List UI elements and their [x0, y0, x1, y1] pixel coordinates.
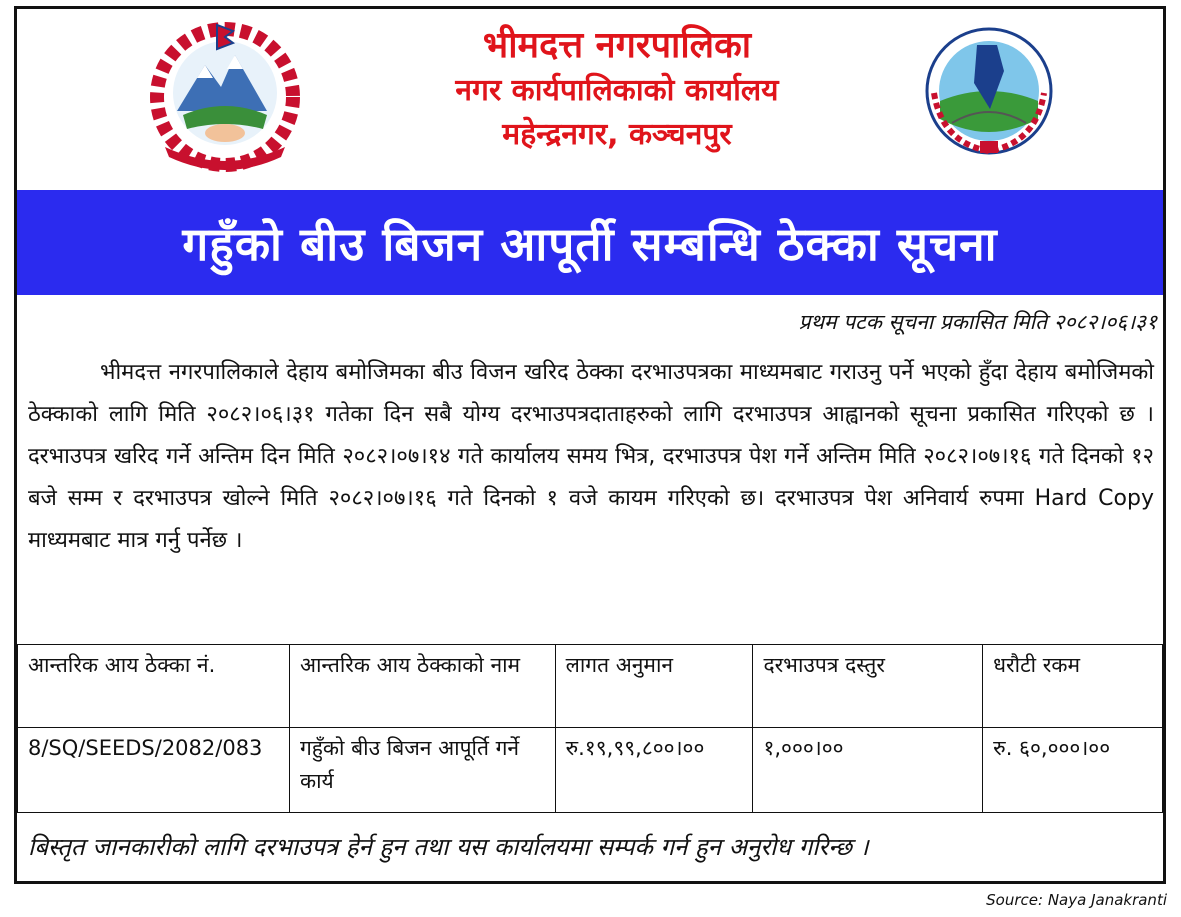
tender-table	[17, 644, 1163, 813]
title-banner	[17, 190, 1163, 295]
source-credit: Source: Naya Janakranti	[986, 891, 1167, 909]
municipality-logo-icon	[922, 23, 1057, 163]
cell-cost-estimate: रु.१९,९९,८००।००	[555, 728, 753, 813]
cell-contract-name: गहुँको बीउ बिजन आपूर्ति गर्ने कार्य	[289, 728, 555, 813]
header	[17, 9, 1163, 189]
published-date: प्रथम पटक सूचना प्रकासित मिति २०८२।०६।३१	[798, 310, 1157, 334]
footer-note: बिस्तृत जानकारीको लागि दरभाउपत्र हेर्न हुन तथा यस कार्यालयमा सम्पर्क गर्न हुन अनुरोध गरिन्छ ।	[28, 833, 869, 861]
cell-bid-fee: १,०००।००	[753, 728, 983, 813]
column-header-bid-fee: दरभाउपत्र दस्तुर	[753, 645, 983, 728]
column-header-contract-name: आन्तरिक आय ठेक्काको नाम	[289, 645, 555, 728]
table-row	[18, 728, 1163, 813]
nepal-emblem-icon	[135, 15, 315, 175]
column-header-contract-no: आन्तरिक आय ठेक्का नं.	[18, 645, 290, 728]
notice-body: भीमदत्त नगरपालिकाले देहाय बमोजिमका बीउ विजन खरिद ठेक्का दरभाउपत्रका माध्यमबाट गराउनु पर्ने भएको हुँदा देहाय बमोजिमको ठेक्काको लागि मिति २०८२।०६।३१ गतेका दिन सबै योग्य दरभाउपत्रदाताहरुको लागि दरभाउपत्र आह्वानको सूचना प्रकासित गरिएको छ । दरभाउपत्र खरिद गर्ने अन्तिम दिन मिति २०८२।०७।१४ गते कार्यालय समय भित्र, दरभाउपत्र पेश गर्ने अन्तिम मिति २०८२।०७।१६ गते दिनको १२ बजे सम्म र दरभाउपत्र खोल्ने मिति २०८२।०७।१६ गते दिनको १ वजे कायम गरिएको छ। दरभाउपत्र पेश अनिवार्य रुपमा Hard Copy माध्यमबाट मात्र गर्नु पर्नेछ ।	[28, 360, 1154, 553]
office-address: महेन्द्रनगर, कञ्चनपुर	[502, 117, 732, 152]
office-heading	[337, 23, 897, 157]
column-header-cost-estimate: लागत अनुमान	[555, 645, 753, 728]
table-header-row	[18, 645, 1163, 728]
cell-contract-no: 8/SQ/SEEDS/2082/083	[18, 728, 290, 813]
column-header-deposit: धरौटी रकम	[983, 645, 1163, 728]
municipality-name: भीमदत्त नगरपालिका	[482, 25, 752, 66]
notice-title: गहुँको बीउ बिजन आपूर्ती सम्बन्धि ठेक्का सूचना	[182, 216, 998, 271]
office-name: नगर कार्यपालिकाको कार्यालय	[455, 73, 779, 108]
cell-deposit: रु. ६०,०००।००	[983, 728, 1163, 813]
